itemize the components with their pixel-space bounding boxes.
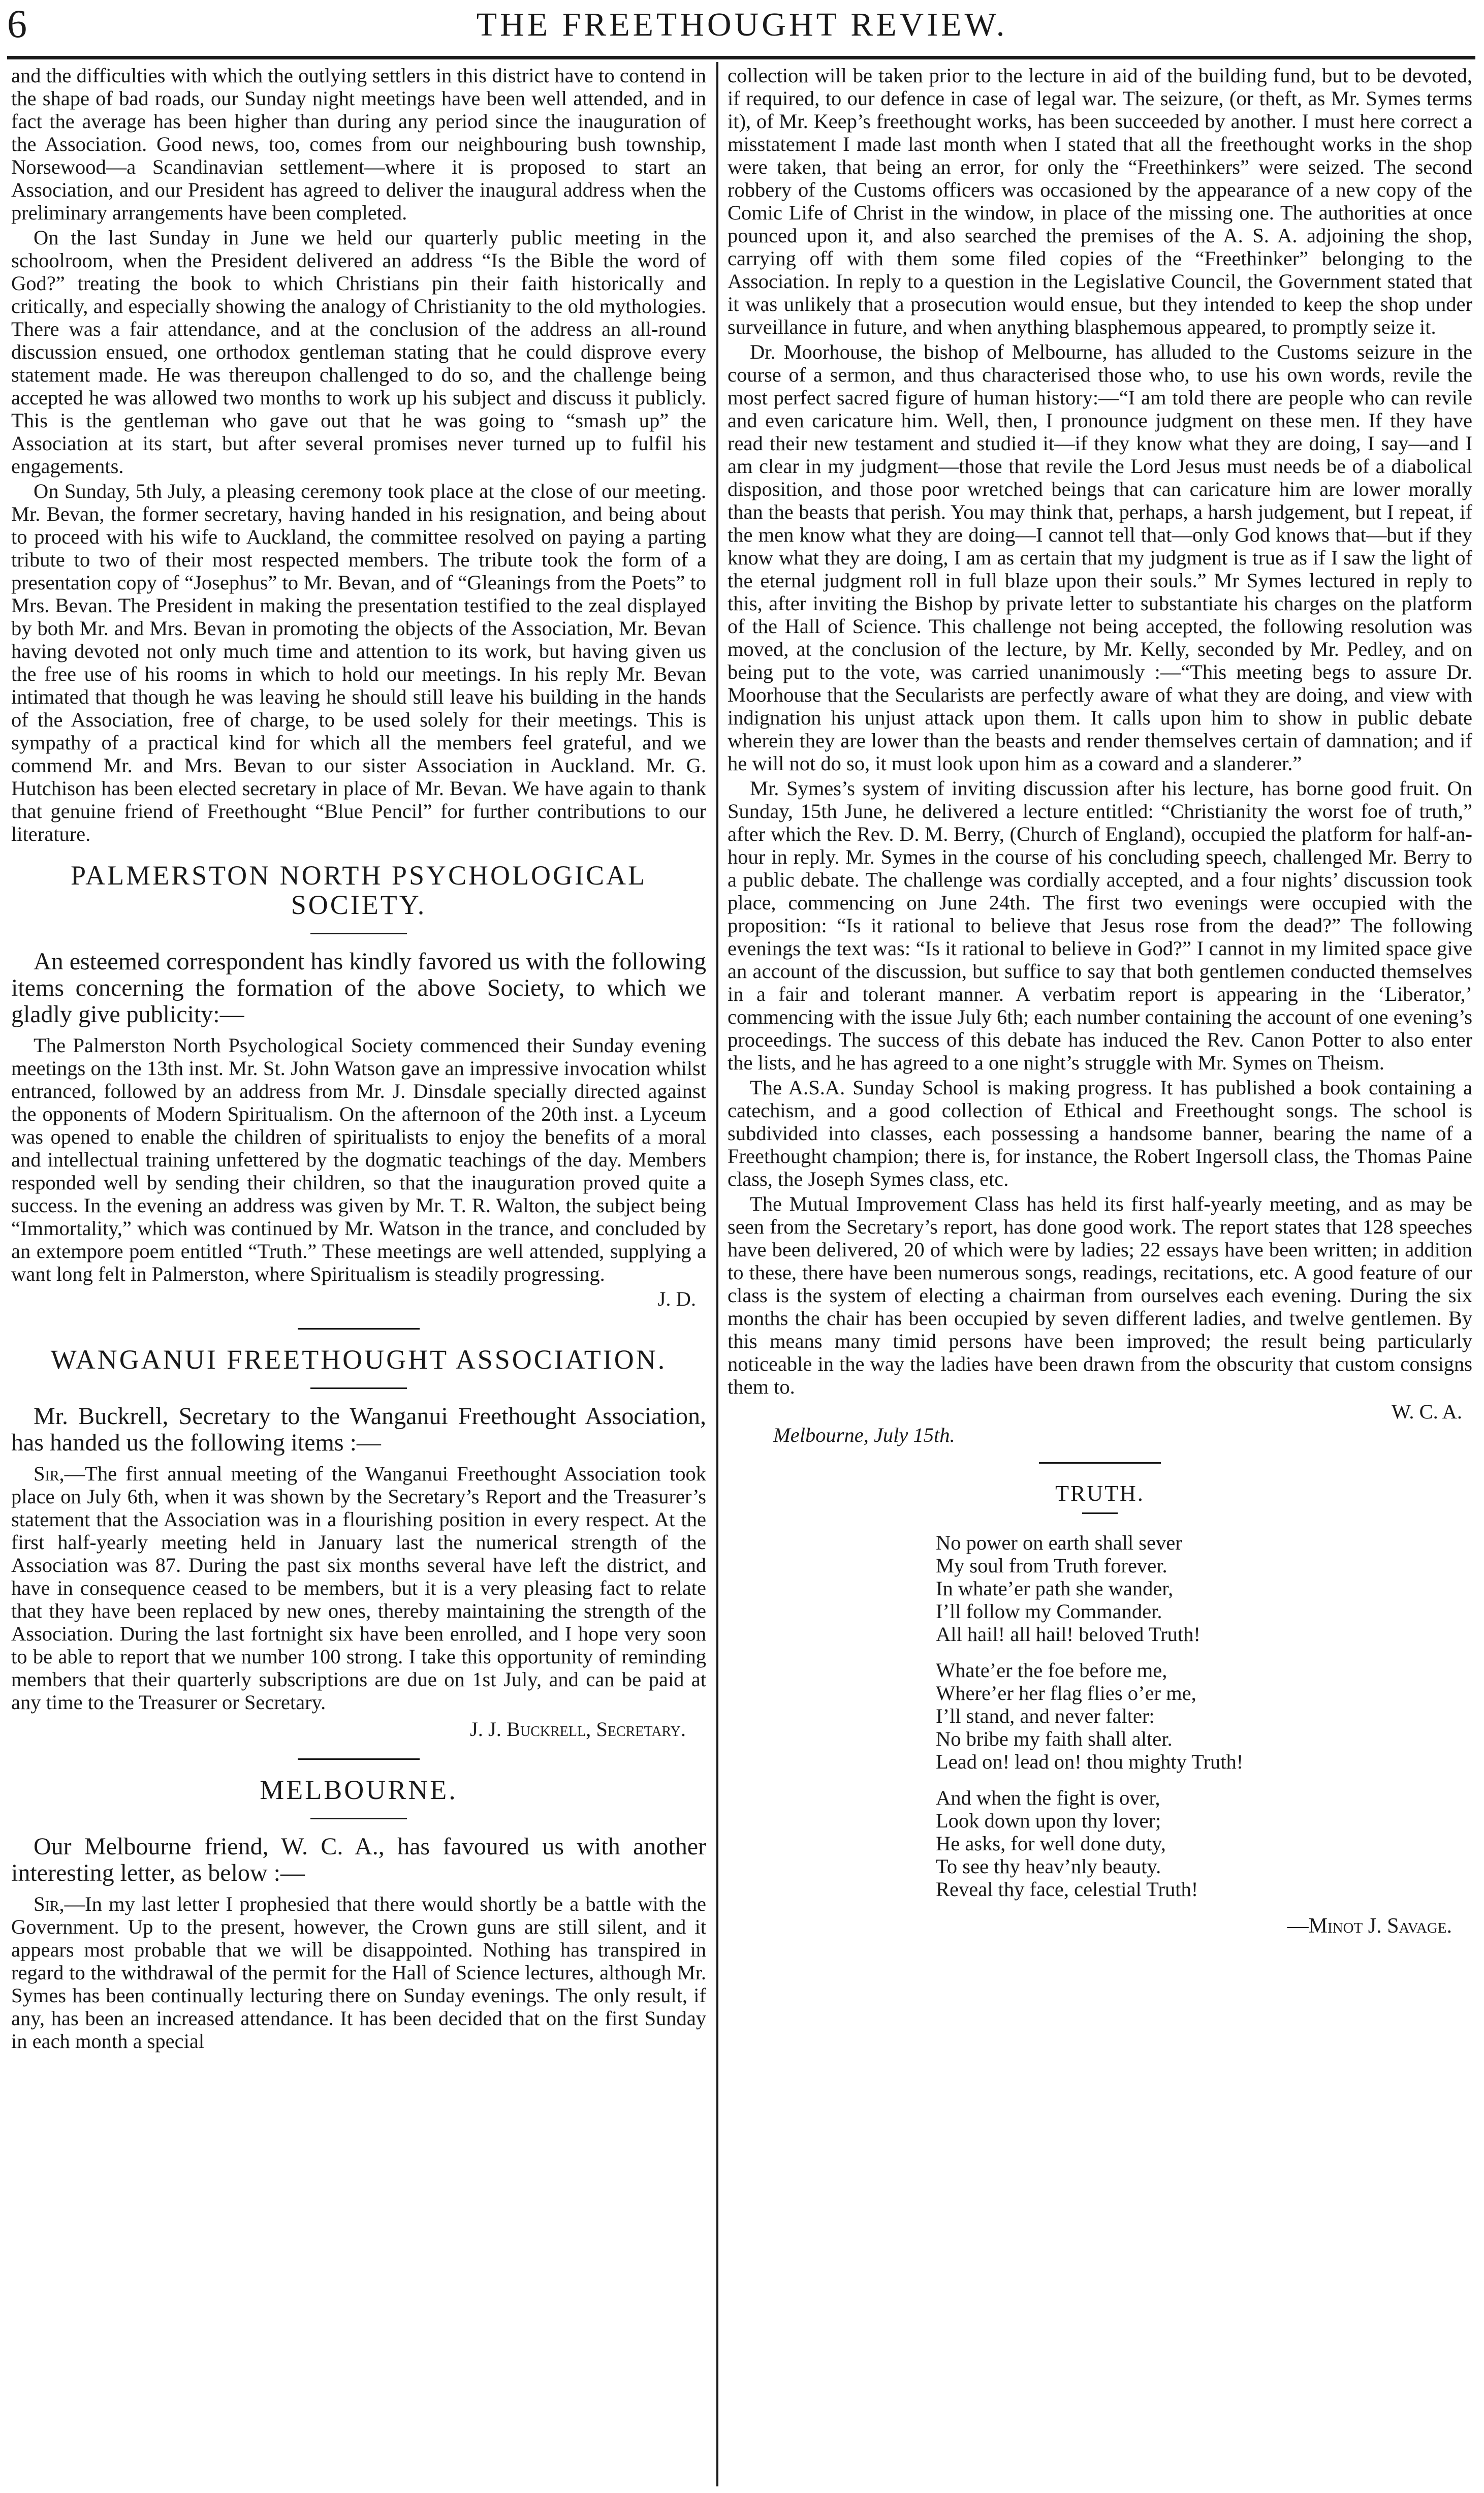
moorhouse-paragraph: Dr. Moorhouse, the bishop of Melbourne, has alluded to the Customs seizure in the course of a sermon, and thus characterised those who, to use his own words, revile the most perfect sacred figure of human history:—“I am told there are people who can revile and even caricature him. Well, then, I pronounce judgment on these men. If they have read their new testament and studied it—if they know what they are doing, I say—and I am clear in my judgment—those that revile the Lord Jesus must needs be of a diabolical disposition, and those poor wretched beings that can caricature him are lower morally than the beasts that perish. You may think that, perhaps, a harsh judgement, but I repeat, if the men know what they are doing—I cannot tell that—only God knows that—but if they know what they are doing, I am as certain that my judgment is true as if I saw the light of the eternal judgment roll in full blaze upon their souls.” Mr Symes lectured in reply to this, after inviting the Bishop by private letter to substantiate his charges on the platform of the Hall of Science. This challenge not being accepted, the following resolution was moved, at the conclusion of the lecture, by Mr. Kelly, seconded by Mr. Pedley, and on being put to the vote, was carried unanimously :—“This meeting begs to assure Dr. Moorhouse that the Secularists are perfectly aware of what they are doing, and view with indignation his unjust attack upon them. It calls upon him to show in public debate wherein they are lower than the beasts and render themselves certain of damnation; and if he will not do so, it must look upon him as a coward and a slanderer.” — [728, 340, 1472, 775]
section-rule — [310, 933, 407, 934]
poem-line: To see thy heav’nly beauty. — [936, 1855, 1161, 1878]
melbourne-letter — [11, 1892, 706, 2053]
poem-line: He asks, for well done duty, — [936, 1832, 1166, 1855]
poem-line: All hail! all hail! beloved Truth! — [936, 1623, 1201, 1646]
column-divider — [716, 62, 718, 2486]
left-column — [11, 64, 706, 2487]
poem-line: My soul from Truth forever. — [936, 1554, 1167, 1577]
melbourne-continued-paragraph: collection will be taken prior to the lecture in aid of the building fund, but to be devoted, if required, to our defence in case of legal war. The seizure, (or theft, as Mr. Symes terms it), of Mr. Keep’s freethought works, has been succeeded by another. I must here correct a misstatement I made last month when I stated that all the freethought works in the shop were taken, that being an error, for only the “Freethinkers” were seized. The second robbery of the Customs officers was occasioned by the appearance of a new copy of the Comic Life of Christ in the window, in place of the missing one. The authorities at once pounced upon it, and also searched the premises of the A. S. A. adjoining the shop, carrying off with them some filed copies of the “Freethinker” belonging to the Association. In reply to a question in the Legislative Council, the Government stated that it was unlikely that a prosecution would ensue, but they intended to keep the shop under surveillance in future, and when anything blasphemous appeared, to promptly seize it. — [728, 64, 1472, 338]
palmerston-signature: J. D. — [657, 1287, 696, 1310]
wanganui-salutation: Sir, — [34, 1462, 65, 1485]
poem-line: Where’er her flag flies o’er me, — [936, 1682, 1196, 1705]
bevan-ceremony-paragraph: On Sunday, 5th July, a pleasing ceremony took place at the close of our meeting. Mr. Bevan, the former secretary, having handed in his resignation, and being about to proceed with his wife to Auckland, the committee resolved on paying a parting tribute to two of their most respected members. The tribute took the form of a presentation copy of “Josephus” to Mr. Bevan, and of “Gleanings from the Poets” to Mrs. Bevan. The President in making the presentation testified to the zeal displayed by both Mr. and Mrs. Bevan in promoting the objects of the Association, Mr. Bevan having devoted not only much time and attention to its work, but having given us the free use of his rooms in which to hold our meetings. In his reply Mr. Bevan intimated that though he was leaving he should still leave his building in the hands of the Association, free of charge, to be used solely for their meetings. This is sympathy of a practical kind for which all the members feel grateful, and we commend Mr. and Mrs. Bevan to our sister Association in Auckland. Mr. G. Hutchison has been elected secretary in place of Mr. Bevan. We have again to thank that genuine friend of Freethought “Blue Pencil” for further contributions to our literature. — [11, 480, 706, 845]
poem-line: I’ll follow my Commander. — [936, 1600, 1162, 1623]
melbourne-intro: Our Melbourne friend, W. C. A., has favoured us with another interesting letter, as below :— — [11, 1833, 706, 1886]
melbourne-signature: W. C. A. — [1391, 1400, 1462, 1423]
poem-stanza-1 — [936, 1531, 1472, 1646]
poem-line: In whate’er path she wander, — [936, 1577, 1174, 1600]
wanganui-body: —The first annual meeting of the Wanganui Freethought Association took place on July 6th, when it was shown by the Secretary’s Report and the Treasurer’s statement that the Association was in a flourishing position in every respect. At the first half-yearly meeting held in January last the numerical strength of the Association was 87. During the past six months several have left the district, and have in consequence ceased to be members, but it is a very pleasing fact to relate that they have been replaced by new ones, thereby maintaining the strength of the Association. During the last fortnight six have been enrolled, and I hope very soon to be able to report that we number 100 strong. I take this opportunity of reminding members that their quarterly subscriptions are due on 1st July, and can be paid at any time to the Treasurer or Secretary. — [11, 1462, 706, 1714]
poem-line: Whate’er the foe before me, — [936, 1659, 1167, 1682]
poem-stanza-3 — [936, 1786, 1472, 1901]
newspaper-title: THE FREETHOUGHT REVIEW. — [476, 6, 1008, 43]
continued-paragraph: and the difficulties with which the outlying settlers in this district have to contend in the shape of bad roads, our Sunday night meetings have been well attended, and in fact the average has been higher than during any period since the inauguration of the Association. Good news, too, comes from our neighbouring bush township, Norsewood—a Scandinavian settlement—where it is proposed to start an Association, and our President has agreed to deliver the inaugural address when the preliminary arrangements have been completed. — [11, 64, 706, 224]
melbourne-body: —In my last letter I prophesied that there would shortly be a battle with the Government. Up to the present, however, the Crown guns are still silent, and it appears most probable that we will be disappointed. Nothing has transpired in regard to the withdrawal of the permit for the Hall of Science lectures, although Mr. Symes has been continually lecturing there on Sunday evenings. The only result, if any, has been an increased attendance. It has been decided that on the first Sunday in each month a special — [11, 1892, 706, 2053]
poem-line: No bribe my faith shall alter. — [936, 1727, 1173, 1750]
palmerston-intro: An esteemed correspondent has kindly favored us with the following items concerning the formation of the above Society, to which we gladly give publicity:— — [11, 948, 706, 1028]
right-column — [728, 64, 1472, 2487]
melbourne-salutation: Sir, — [34, 1892, 65, 1915]
wanganui-heading: WANGANUI FREETHOUGHT ASSOCIATION. — [50, 1344, 667, 1375]
poem-author: —Minot J. Savage. — [1287, 1914, 1452, 1938]
wanganui-letter — [11, 1462, 706, 1714]
poem-divider — [1039, 1462, 1161, 1464]
section-rule — [310, 1818, 407, 1819]
palmerston-body: The Palmerston North Psychological Society commenced their Sunday evening meetings on the 13th inst. Mr. St. John Watson gave an impressive invocation whilst entranced, followed by an address from Mr. J. Dinsdale specially directed against the opponents of Modern Spiritualism. On the afternoon of the 20th inst. a Lyceum was opened to enable the children of spiritualists to enjoy the benefits of a moral and intellectual training unfettered by the dogmatic teachings of the day. Members responded well by sending their children, so that the inauguration proved quite a success. In the evening an address was given by Mr. T. R. Walton, the subject being “Immortality,” which was continued by Mr. Watson in the trance, and concluded by an extempore poem entitled “Truth.” These meetings are well attended, supplying a want long felt in Palmerston, where Spiritualism is steadily progressing. — [11, 1034, 706, 1285]
sunday-school-paragraph: The A.S.A. Sunday School is making progress. It has published a book containing a catechism, and a good collection of Ethical and Freethought songs. The school is subdivided into classes, each possessing a handsome banner, bearing the name of a Freethought champion; there is, for instance, the Robert Ingersoll class, the Thomas Paine class, the Joseph Symes class, etc. — [728, 1076, 1472, 1190]
poem-line: And when the fight is over, — [936, 1786, 1160, 1809]
quarterly-meeting-paragraph: On the last Sunday in June we held our quarterly public meeting in the schoolroom, when the President delivered an address “Is the Bible the word of God?” treating the book to which Christians pin their faith historically and critically, and especially showing the analogy of Christianity to the old mythologies. There was a fair attendance, and at the conclusion of the address an all-round discussion ensued, one orthodox gentleman stating that he could disprove every statement made. He was thereupon challenged to do so, and the challenge being accepted he was allowed two months to work up his subject and discuss it publicly. This is the gentleman who gave out that he was going to “smash up” the Association at its start, but after several promises never turned up to fulfil his engagements. — [11, 226, 706, 478]
poem-line: Lead on! lead on! thou mighty Truth! — [936, 1750, 1244, 1773]
poem-line: Look down upon thy lover; — [936, 1809, 1161, 1832]
melbourne-place-date: Melbourne, July 15th. — [773, 1424, 955, 1446]
symes-debate-paragraph: Mr. Symes’s system of inviting discussion after his lecture, has borne good fruit. On Sunday, 15th June, he delivered a lecture entitled: “Christianity the worst foe of truth,” after which the Rev. D. M. Berry, (Church of England), occupied the platform for half-an-hour in reply. Mr. Symes in the course of his concluding speech, challenged Mr. Berry to a public debate. The challenge was cordially accepted, and a four nights’ discussion took place, commencing on June 24th. The first two evenings were occupied with the proposition: “Is it rational to believe that Jesus rose from the dead?” The following evenings the text was: “Is it rational to believe in God?” I cannot in my limited space give an account of the discussion, but suffice to say that both gentlemen conducted themselves in a fair and tolerant manner. A verbatim report is appearing in the ‘Liberator,’ commencing with the issue July 6th; each number containing the account of one evening’s proceedings. The success of this debate has induced the Rev. Canon Potter to also enter the lists, and he has agreed to a one night’s struggle with Mr. Symes on Theism. — [728, 777, 1472, 1074]
page-number: 6 — [7, 2, 27, 46]
melbourne-heading: MELBOURNE. — [260, 1775, 458, 1805]
poem-title: TRUTH. — [1055, 1481, 1145, 1506]
poem-title-rule — [1082, 1512, 1118, 1514]
poem-stanza-2 — [936, 1659, 1472, 1773]
palmerston-heading-line1: PALMERSTON NORTH PSYCHOLOGICAL — [71, 860, 647, 891]
wanganui-intro: Mr. Buckrell, Secretary to the Wanganui Freethought Association, has handed us the following items :— — [11, 1403, 706, 1456]
section-rule — [298, 1328, 420, 1330]
palmerston-heading-line2: SOCIETY. — [291, 890, 427, 920]
section-rule — [298, 1758, 420, 1760]
poem-line: No power on earth shall sever — [936, 1531, 1182, 1554]
poem-line: I’ll stand, and never falter: — [936, 1705, 1155, 1727]
mutual-improvement-paragraph: The Mutual Improvement Class has held its first half-yearly meeting, and as may be seen from the Secretary’s report, has done good work. The report states that 128 speeches have been delivered, 20 of which were by ladies; 22 essays have been written; in addition to these, there have been numerous songs, readings, recitations, etc. A good feature of our class is the system of electing a chairman from ourselves each evening. During the six months the chair has been occupied by seven different ladies, and twelve gentlemen. By this means many timid persons have been improved; the result being particularly noticeable in the way the ladies have been drawn from the obscurity that custom consigns them to. — [728, 1192, 1472, 1398]
palmerston-heading — [11, 861, 706, 920]
poem-line: Reveal thy face, celestial Truth! — [936, 1878, 1198, 1901]
section-rule — [310, 1387, 407, 1389]
wanganui-signature: J. J. Buckrell, Secretary. — [469, 1718, 686, 1741]
header-rule — [7, 56, 1475, 59]
